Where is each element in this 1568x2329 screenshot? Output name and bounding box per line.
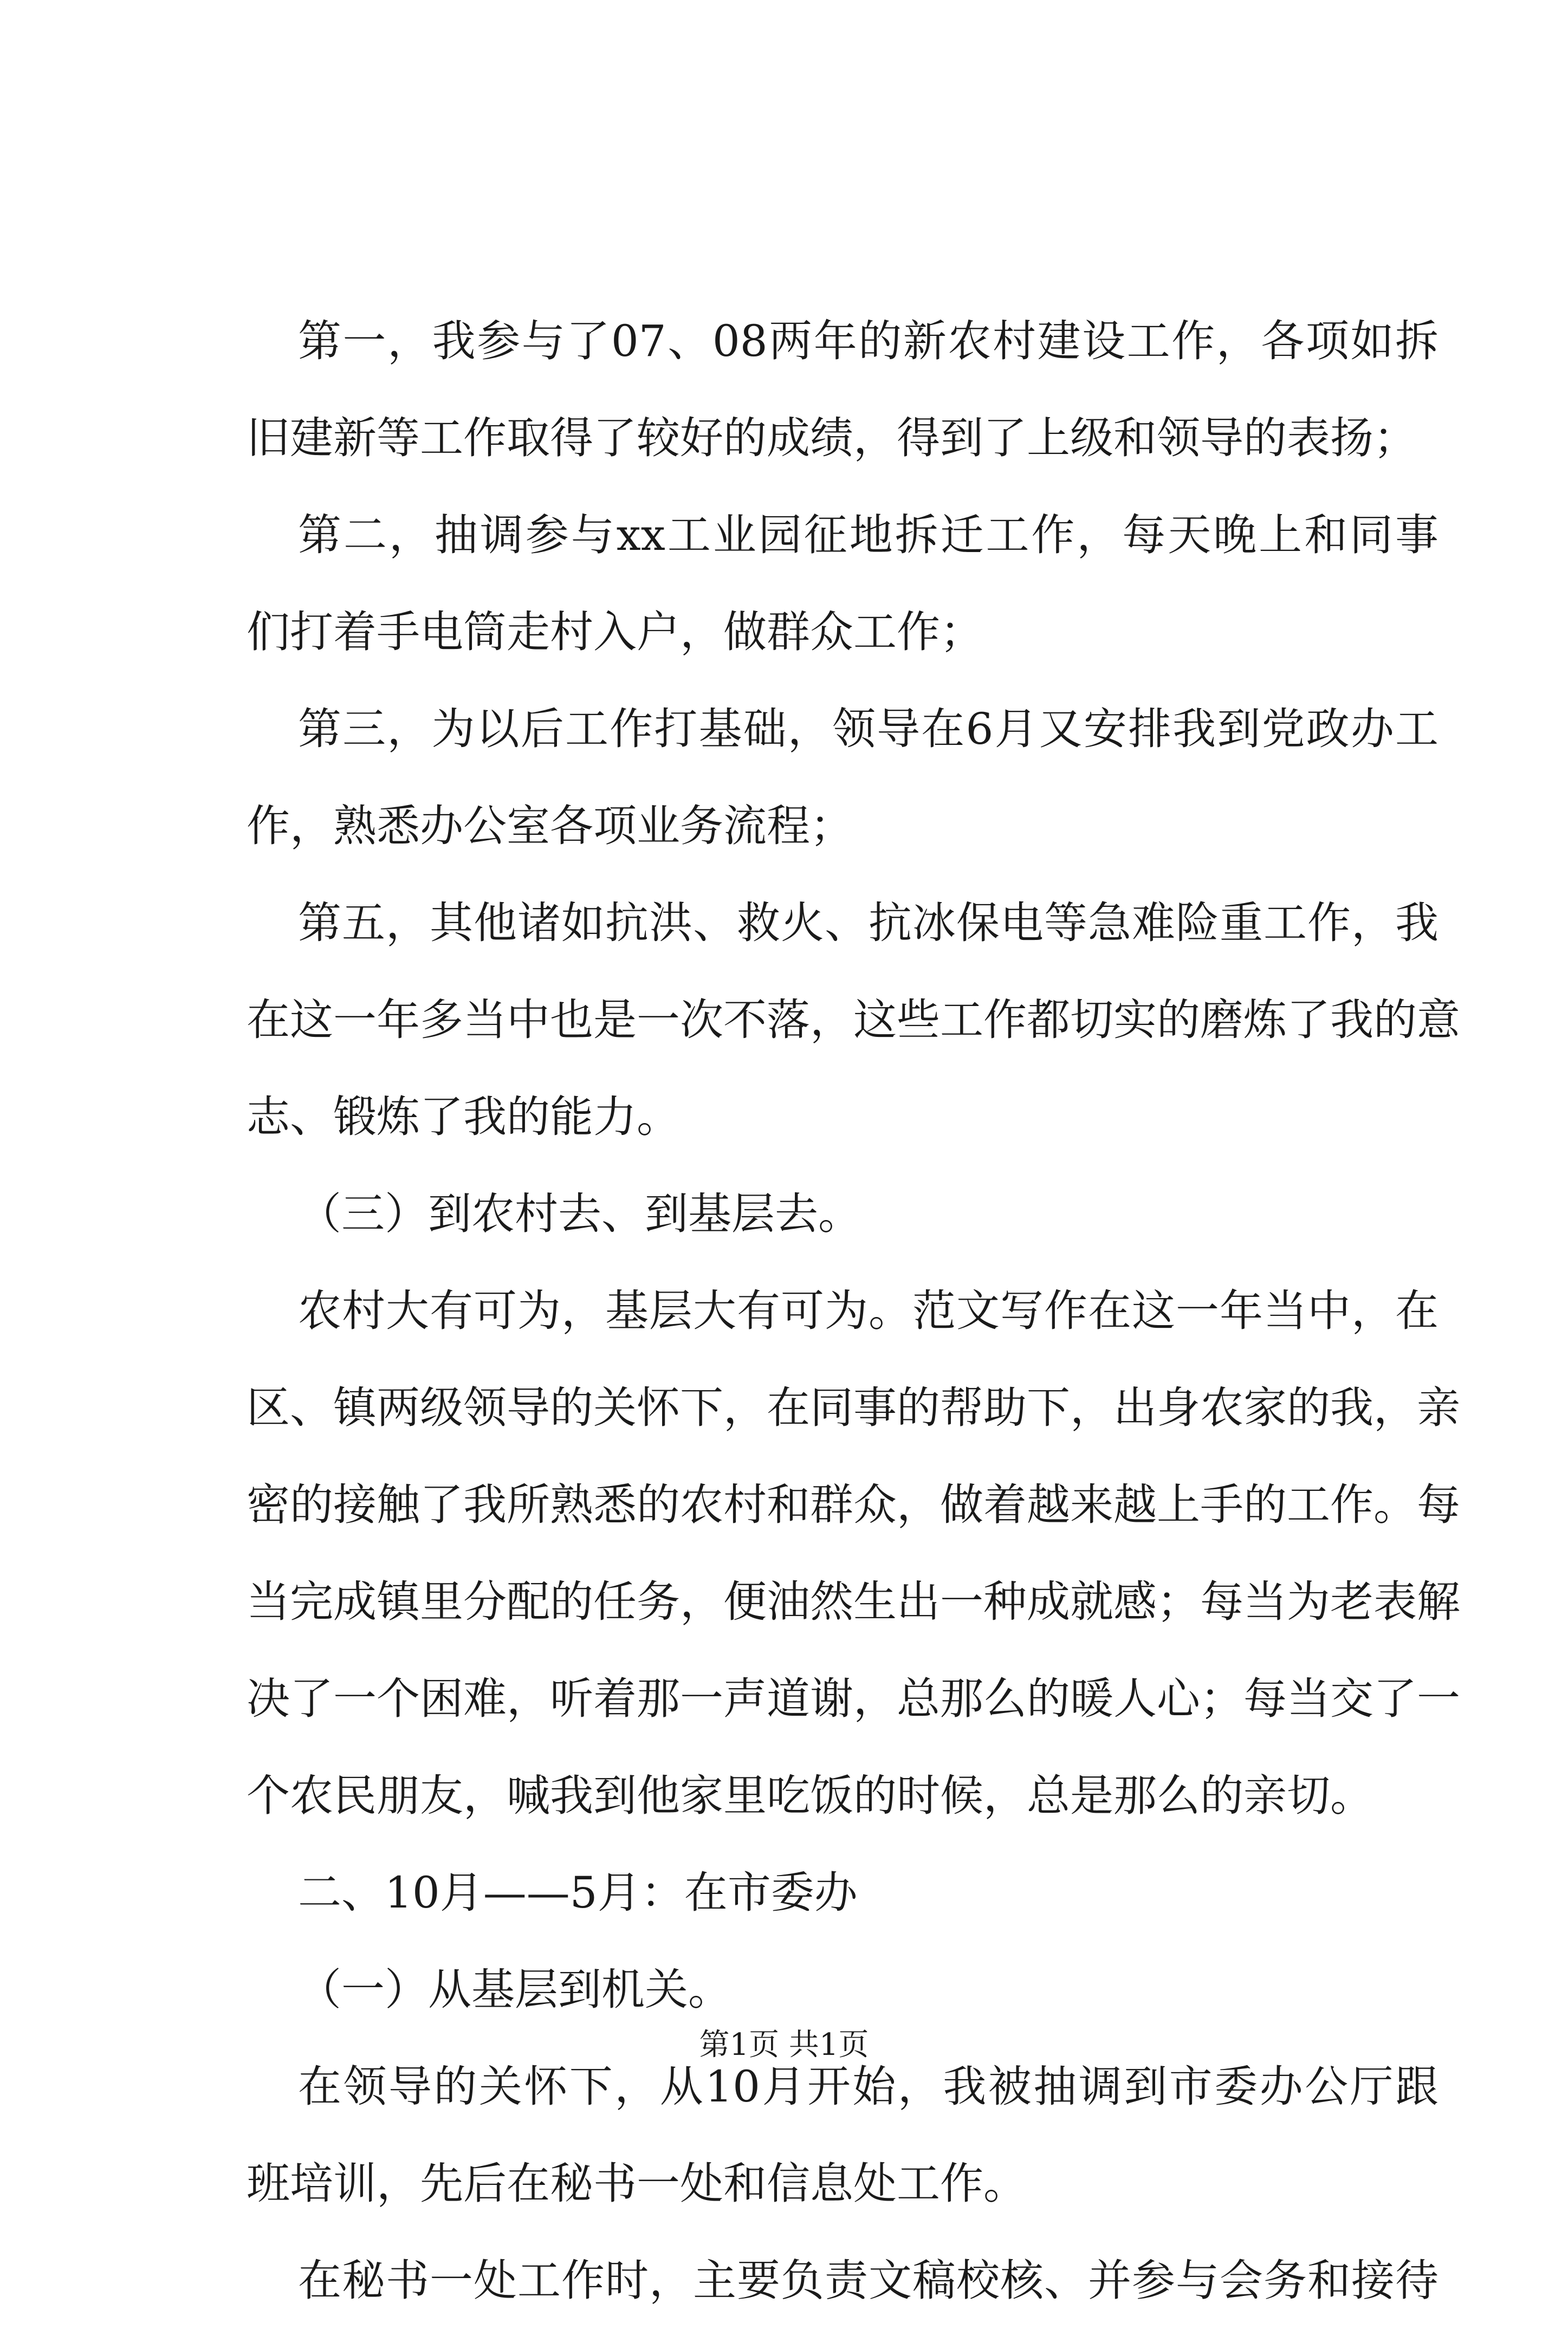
document-body: [247, 293, 1460, 2329]
paragraph-line: 在领导的关怀下，从10月开始，我被抽调到市委办公厅跟: [298, 2061, 1439, 2112]
paragraph-line: 决了一个困难，听着那一声道谢，总那么的暖人心；每当交了一: [247, 1673, 1460, 1724]
paragraph-line: 旧建新等工作取得了较好的成绩，得到了上级和领导的表扬；: [247, 413, 1417, 463]
paragraph-line: 密的接触了我所熟悉的农村和群众，做着越来越上手的工作。每: [247, 1480, 1460, 1530]
paragraph-line: 个农民朋友，喊我到他家里吃饭的时候，总是那么的亲切。: [247, 1770, 1373, 1821]
paragraph-line: 们打着手电筒走村入户，做群众工作；: [247, 607, 983, 657]
paragraph-line: 在秘书一处工作时，主要负责文稿校核、并参与会务和接待: [298, 2255, 1439, 2306]
paragraph-line: 在这一年多当中也是一次不落，这些工作都切实的磨炼了我的意: [247, 995, 1460, 1045]
section-heading: （一）从基层到机关。: [298, 1964, 731, 2015]
paragraph-line: 班培训，先后在秘书一处和信息处工作。: [247, 2158, 1027, 2209]
paragraph-line: 区、镇两级领导的关怀下，在同事的帮助下，出身农家的我，亲: [247, 1383, 1460, 1433]
section-heading: （三）到农村去、到基层去。: [298, 1189, 861, 1239]
paragraph-line: 第一，我参与了07、08两年的新农村建设工作，各项如拆: [298, 316, 1439, 366]
paragraph-line: 第三，为以后工作打基础，领导在6月又安排我到党政办工: [298, 704, 1439, 754]
paragraph-line: 第二，抽调参与xx工业园征地拆迁工作，每天晚上和同事: [298, 510, 1439, 560]
paragraph-line: 志、锻炼了我的能力。: [247, 1092, 680, 1142]
paragraph-line: 农村大有可为，基层大有可为。范文写作在这一年当中，在: [298, 1286, 1439, 1336]
page-number-footer: 第1页 共1页: [699, 2027, 869, 2062]
paragraph-line: 第五，其他诸如抗洪、救火、抗冰保电等急难险重工作，我: [298, 898, 1439, 948]
paragraph-line: 当完成镇里分配的任务，便油然生出一种成就感；每当为老表解: [247, 1577, 1460, 1627]
paragraph-line: 作，熟悉办公室各项业务流程；: [247, 801, 853, 851]
section-heading: 二、10月——5月：在市委办: [298, 1867, 858, 1918]
